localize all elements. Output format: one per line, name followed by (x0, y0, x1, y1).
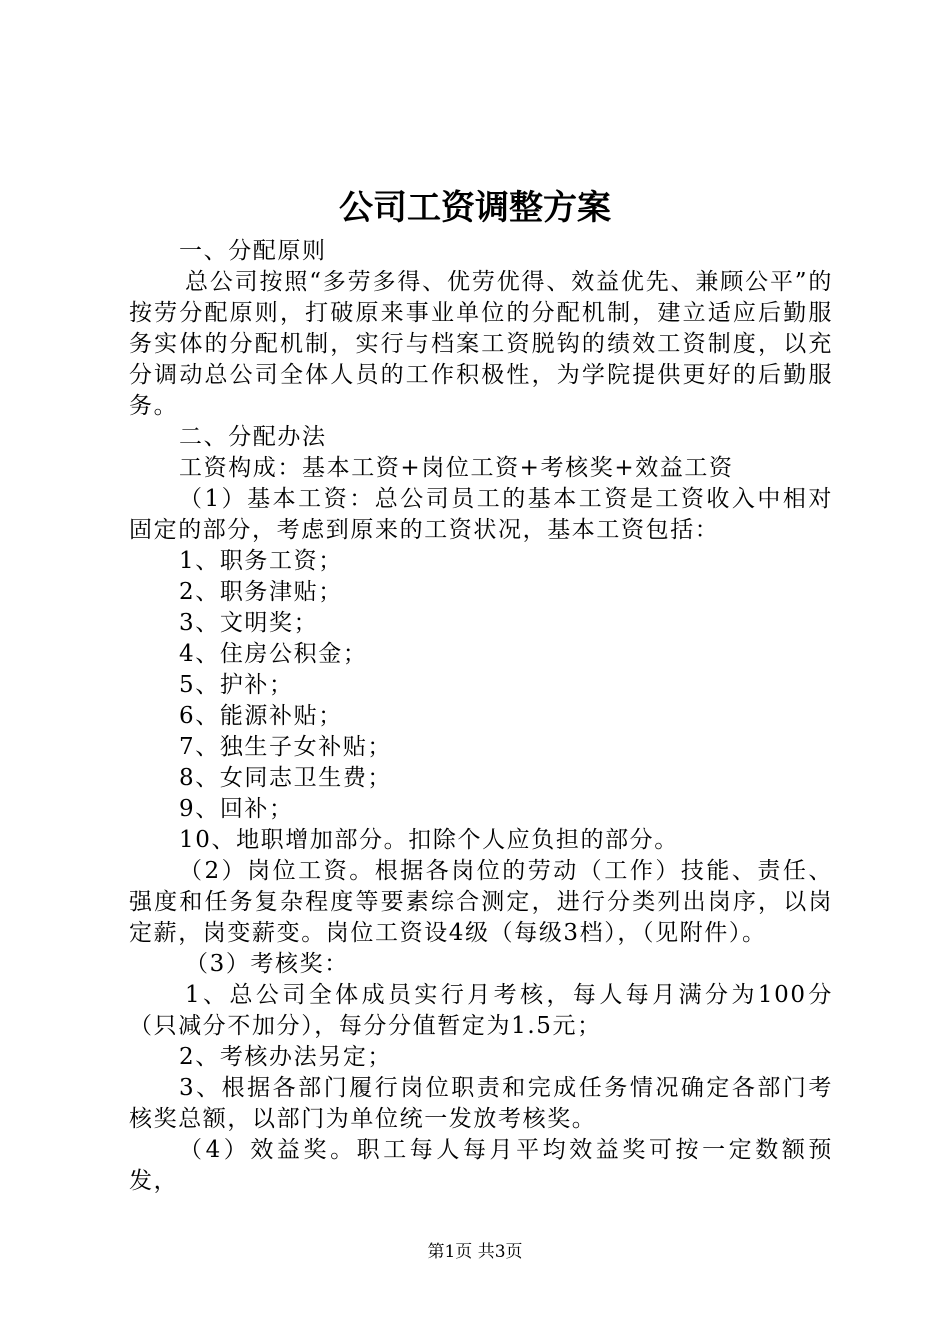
list-item: 1、总公司全体成员实行月考核，每人每月满分为100分（只减分不加分），每分分值暂定为1.5元； (129, 982, 833, 1039)
section-heading-principles: 一、分配原则 (179, 238, 327, 264)
list-item: 2、职务津贴； (179, 579, 343, 605)
list-item: 10、地职增加部分。扣除个人应负担的部分。 (179, 827, 679, 853)
list-item: 8、女同志卫生费； (179, 765, 393, 791)
list-item: 1、职务工资； (179, 548, 343, 574)
list-item: 4、住房公积金； (179, 641, 368, 667)
list-item: 5、护补； (179, 672, 294, 698)
paragraph-salary-structure: 工资构成：基本工资+岗位工资+考核奖+效益工资 (179, 455, 734, 481)
list-item: 2、考核办法另定； (179, 1044, 393, 1070)
list-item: 6、能源补贴； (179, 703, 343, 729)
paragraph-principles: 总公司按照“多劳多得、优劳优得、效益优先、兼顾公平”的按劳分配原则，打破原来事业单位的分配机制，建立适应后勤服务实体的分配机制，实行与档案工资脱钩的绩效工资制度，以充分调动总公司全体人员的工作积极性，为学院提供更好的后勤服务。 (129, 269, 833, 419)
paragraph-position-salary: （2）岗位工资。根据各岗位的劳动（工作）技能、责任、强度和任务复杂程度等要素综合测定，进行分类列出岗序，以岗定薪，岗变薪变。岗位工资设4级（每级3档），（见附件）。 (129, 858, 833, 946)
list-item: 3、文明奖； (179, 610, 319, 636)
list-item: 3、根据各部门履行岗位职责和完成任务情况确定各部门考核奖总额，以部门为单位统一发放考核奖。 (129, 1075, 833, 1132)
document-body (129, 236, 833, 1197)
list-item: 7、独生子女补贴； (179, 734, 393, 760)
paragraph-performance-bonus: （4）效益奖。职工每人每月平均效益奖可按一定数额预发， (129, 1137, 833, 1194)
paragraph-base-salary: （1）基本工资：总公司员工的基本工资是工资收入中相对固定的部分，考虑到原来的工资状况，基本工资包括： (129, 486, 833, 543)
page-number-footer: 第1页 共3页 (427, 1242, 523, 1262)
section-heading-methods: 二、分配办法 (179, 424, 327, 450)
list-item: 9、回补； (179, 796, 294, 822)
document-title: 公司工资调整方案 (339, 188, 611, 228)
paragraph-assessment-bonus: （3）考核奖： (185, 951, 349, 977)
